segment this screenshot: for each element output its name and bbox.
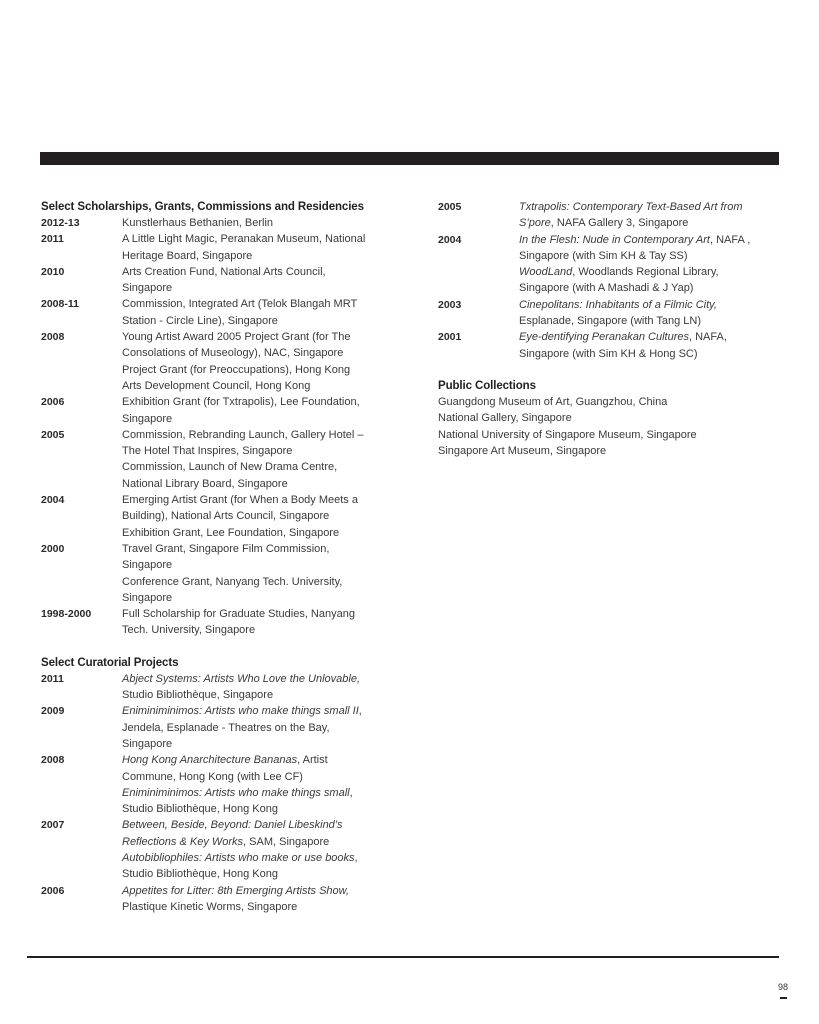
entry-year: 2008 (41, 754, 65, 767)
entry-text: Full Scholarship for Graduate Studies, Nanyang Tech. University, Singapore (122, 608, 355, 637)
entry-row (438, 199, 783, 232)
entry-text: Travel Grant, Singapore Film Commission, Singapore Conference Grant, Nanyang Tech. University, Singapore (122, 542, 343, 604)
curatorial-list-continued (438, 199, 783, 362)
entry-text: Young Artist Award 2005 Project Grant (for The Consolations of Museology), NAC, Singapore Project Grant (for Preoccupations), Hong Kong Arts Development Council, Hong Kong (122, 331, 351, 392)
entry-text: Between, Beside, Beyond: Daniel Libeskind’s Reflections & Key Works, SAM, Singapore Autobibliophiles: Artists who make or use books, Studio Bibliothèque, Hong Kong (122, 819, 358, 881)
entry-row (41, 752, 396, 817)
entry-year: 2000 (41, 542, 65, 555)
entry-row (41, 492, 396, 541)
entry-year: 2011 (41, 233, 64, 246)
entry-text: Txtrapolis: Contemporary Text-Based Art from S’pore, NAFA Gallery 3, Singapore (519, 201, 743, 230)
entry-year: 2008 (41, 331, 65, 344)
entry-row (438, 329, 783, 362)
entry-text: Arts Creation Fund, National Arts Council, Singapore (122, 265, 326, 295)
entry-year: 2006 (41, 884, 65, 897)
entry-text: Eye-dentifying Peranakan Cultures, NAFA, Singapore (with Sim KH & Hong SC) (519, 331, 727, 360)
entry-year: 2011 (41, 672, 64, 685)
entry-year: 2004 (438, 233, 462, 246)
entry-text: Kunstlerhaus Bethanien, Berlin (122, 217, 274, 229)
entry-year: 2008-11 (41, 298, 79, 311)
curatorial-list (41, 671, 396, 915)
right-column (438, 199, 783, 459)
entry-row (41, 264, 396, 297)
entry-text: Eniminiminimos: Artists who make things small II, Jendela, Esplanade - Theatres on the Bay, Singapore (122, 705, 362, 750)
entry-row (41, 817, 396, 882)
entry-year: 2006 (41, 396, 65, 409)
entry-row (41, 883, 396, 916)
entry-text: Emerging Artist Grant (for When a Body Meets a Building), National Arts Council, Singapore Exhibition Grant, Lee Foundation, Singapore (122, 494, 358, 539)
entry-text: Abject Systems: Artists Who Love the Unlovable, Studio Bibliothèque, Singapore (122, 672, 361, 702)
entry-year: 2005 (41, 428, 65, 441)
entry-text: A Little Light Magic, Peranakan Museum, National Heritage Board, Singapore (122, 233, 366, 262)
entry-year: 2012-13 (41, 217, 80, 229)
scholarships-heading: Select Scholarships, Grants, Commissions and Residencies (41, 201, 364, 213)
entry-year: 2001 (438, 331, 462, 344)
entry-row (41, 541, 396, 606)
collections-heading: Public Collections (438, 379, 536, 392)
collection-item: National Gallery, Singapore (438, 412, 572, 425)
entry-row (41, 231, 396, 264)
entry-year: 2004 (41, 494, 65, 507)
top-black-bar (40, 152, 779, 165)
curatorial-heading: Select Curatorial Projects (41, 656, 179, 669)
entry-row (41, 329, 396, 394)
entry-text: Commission, Integrated Art (Telok Blangah MRT Station - Circle Line), Singapore (122, 298, 358, 327)
collection-item: National University of Singapore Museum, Singapore (438, 428, 697, 441)
entry-year: 2009 (41, 705, 65, 718)
page-number: 98 (777, 982, 788, 992)
collection-item: Singapore Art Museum, Singapore (438, 444, 607, 457)
collections-list (438, 394, 783, 459)
bottom-rule (27, 956, 779, 958)
left-column (41, 199, 396, 915)
entry-row (41, 394, 396, 427)
entry-text: Hong Kong Anarchitecture Bananas, Artist Commune, Hong Kong (with Lee CF) Eniminiminimos: Artists who make things small, Studio Bibliothèque, Hong Kong (122, 754, 353, 816)
entry-text: In the Flesh: Nude in Contemporary Art, NAFA , Singapore (with Sim KH & Tay SS) WoodLand, Woodlands Regional Library, Singapore (with A Mashadi & J Yap) (519, 233, 751, 295)
entry-row (41, 671, 396, 704)
entry-row (438, 232, 783, 297)
entry-row (41, 606, 396, 639)
entry-text: Commission, Rebranding Launch, Gallery Hotel – The Hotel That Inspires, Singapore Commission, Launch of New Drama Centre, National Library Board, Singapore (122, 428, 364, 490)
entry-row (41, 703, 396, 752)
entry-row (438, 297, 783, 330)
entry-year: 2007 (41, 819, 65, 832)
entry-year: 1998-2000 (41, 608, 92, 621)
entry-year: 2003 (438, 298, 462, 311)
entry-text: Exhibition Grant (for Txtrapolis), Lee Foundation, Singapore (122, 396, 360, 425)
entry-text: Cinepolitans: Inhabitants of a Filmic City, Esplanade, Singapore (with Tang LN) (519, 298, 717, 328)
entry-text: Appetites for Litter: 8th Emerging Artists Show, Plastique Kinetic Worms, Singapore (122, 884, 350, 913)
entry-row (41, 215, 396, 231)
entry-row (41, 296, 396, 329)
entry-year: 2005 (438, 201, 462, 213)
entry-year: 2010 (41, 265, 65, 278)
page-number-dash (780, 997, 787, 999)
scholarships-list (41, 215, 396, 639)
entry-row (41, 427, 396, 492)
collection-item: Guangdong Museum of Art, Guangzhou, China (438, 395, 668, 408)
